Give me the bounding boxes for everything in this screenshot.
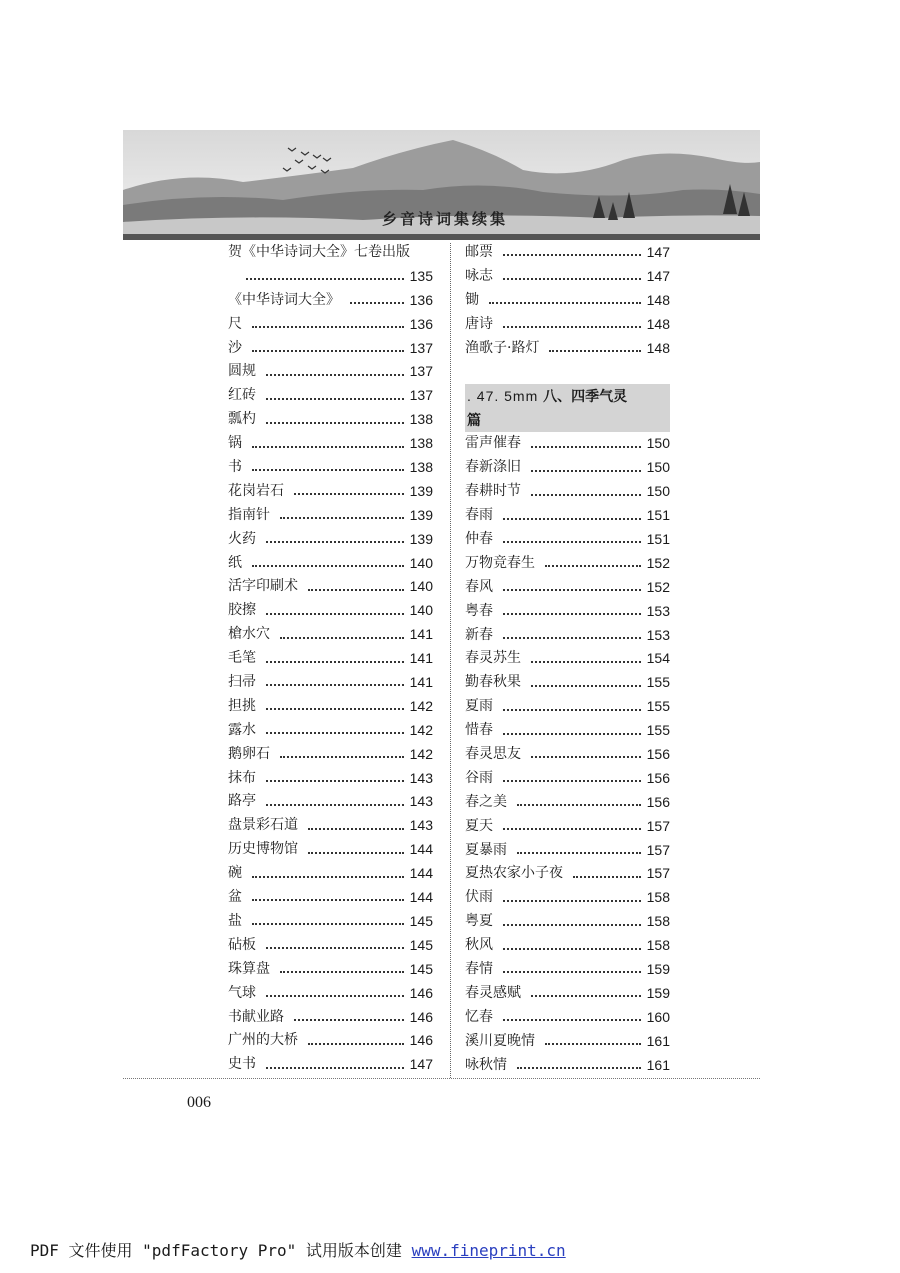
toc-entry-page: 145 [409,936,433,953]
toc-entry-title: 贺《中华诗词大全》七卷出版 [228,244,410,260]
dot-leader [294,492,404,495]
toc-entry [228,289,433,313]
toc-entry [228,313,433,337]
toc-entry [465,528,670,552]
toc-entry [228,767,433,791]
toc-entry-title: 抹布 [228,769,256,786]
toc-entry-title: 谷雨 [465,769,493,786]
toc-entry-page: 144 [409,889,433,906]
toc-entry [228,265,433,289]
dot-leader [503,636,641,639]
dot-leader [531,469,641,472]
toc-entry-page: 152 [646,554,670,571]
toc-entry-title: 担挑 [228,697,256,714]
dot-leader [308,1042,404,1045]
dot-leader [280,636,404,639]
dot-leader [531,684,641,687]
pdf-footer [30,1238,566,1261]
toc-entry [465,265,670,289]
toc-entry-title: 沙 [228,339,242,356]
toc-entry-page: 141 [409,674,433,691]
toc-entry-title: 春耕时节 [465,483,521,500]
toc-entry-title: 粤夏 [465,913,493,930]
toc-entry [228,1029,433,1053]
toc-entry [465,719,670,743]
toc-entry-title: 雷声催春 [465,435,521,452]
toc-entry [228,647,433,671]
dot-leader [489,301,641,304]
toc-entry-title: 夏热农家小子夜 [465,865,563,882]
toc-entry-page: 145 [409,912,433,929]
toc-entry [465,552,670,576]
toc-entry [228,241,433,265]
toc-entry-title: 邮票 [465,244,493,260]
toc-entry-page: 160 [646,1008,670,1025]
toc-entry-title: 仲春 [465,531,493,548]
dot-leader [517,803,641,806]
toc-entry-page: 150 [646,483,670,500]
dot-leader [503,277,641,280]
toc-entry-page: 157 [646,817,670,834]
toc-entry-title: 瓢杓 [228,411,256,428]
toc-entry [465,647,670,671]
dot-leader [266,660,404,663]
toc-entry [465,982,670,1006]
toc-entry [465,815,670,839]
toc-entry-title: 万物竞春生 [465,554,535,571]
dot-leader [531,660,641,663]
toc-entry-page: 137 [409,339,433,356]
toc-entry [465,886,670,910]
toc-entry-page: 148 [646,315,670,332]
toc-entry-title: 扫帚 [228,674,256,691]
toc-entry-title: 春新涤旧 [465,459,521,476]
section-heading [465,384,670,432]
dot-leader [503,779,641,782]
toc-entry [465,432,670,456]
page-number: 006 [187,1094,211,1111]
dot-leader [308,851,404,854]
toc-entry [465,743,670,767]
toc-entry [465,839,670,863]
dot-leader [266,779,404,782]
toc-entry-title: 夏天 [465,817,493,834]
dot-leader [280,516,404,519]
toc-entry-title: 书献业路 [228,1008,284,1025]
toc-entry [228,623,433,647]
dot-leader [280,755,404,758]
toc-entry-page: 152 [646,578,670,595]
toc-entry-title: 盐 [228,912,242,929]
toc-entry-page: 155 [646,722,670,739]
toc-entry [465,480,670,504]
toc-entry-title: 胶擦 [228,602,256,619]
toc-entry-page: 161 [646,1032,670,1049]
toc-entry-title: 粤春 [465,602,493,619]
toc-entry [465,624,670,648]
toc-entry-title: 指南针 [228,506,270,523]
dot-leader [503,517,641,520]
dot-leader [503,708,641,711]
toc-entry [228,790,433,814]
toc-entry-title: 槍水穴 [228,626,270,643]
dot-leader [531,445,641,448]
toc-entry-page: 136 [409,315,433,332]
toc-entry-page: 140 [409,578,433,595]
dot-leader [266,373,404,376]
toc-entry-title: 咏志 [465,267,493,284]
dot-leader [246,277,404,280]
toc-entry-page: 148 [646,339,670,356]
toc-entry-title: 伏雨 [465,889,493,906]
toc-entry [228,528,433,552]
toc-entry [228,814,433,838]
toc-entry-title: 广州的大桥 [228,1032,298,1049]
dot-leader [549,349,640,352]
toc-entry-page: 156 [646,769,670,786]
toc-entry-page: 136 [409,291,433,308]
toc-entry-page: 150 [646,435,670,452]
toc-entry-page: 147 [646,267,670,284]
toc-entry-title: 史书 [228,1056,256,1073]
toc-entry [465,337,670,361]
toc-entry-page: 157 [646,841,670,858]
dot-leader [252,922,404,925]
dot-leader [503,923,641,926]
toc-entry-title: 夏暴雨 [465,841,507,858]
toc-entry-title: 火药 [228,530,256,547]
toc-entry [465,1054,670,1078]
dot-leader [517,851,641,854]
dot-leader [503,827,641,830]
toc-entry [465,289,670,313]
dot-leader [531,994,641,997]
toc-entry [465,767,670,791]
toc-entry [465,862,670,886]
toc-entry-page: 157 [646,865,670,882]
toc-entry-page: 158 [646,937,670,954]
toc-entry-title: 气球 [228,984,256,1001]
dot-leader [545,1042,641,1045]
toc-entry-page: 139 [409,530,433,547]
toc-entry-page: 137 [409,363,433,380]
toc-entry-title: 春风 [465,578,493,595]
toc-entry-page: 153 [646,602,670,619]
toc-entry [465,791,670,815]
toc-entry-title: 《中华诗词大全》 [228,291,340,308]
toc-entry [228,1006,433,1030]
dot-leader [280,970,404,973]
dot-leader [503,899,641,902]
toc-entry-page: 143 [409,793,433,810]
toc-entry [228,934,433,958]
toc-entry [465,910,670,934]
toc-entry [228,958,433,982]
dot-leader [266,946,404,949]
dot-leader [266,707,404,710]
dot-leader [252,325,404,328]
toc-entry-page: 135 [409,267,433,284]
toc-entry-page: 139 [409,482,433,499]
toc-entry-page: 142 [409,745,433,762]
toc-entry-page: 151 [646,507,670,524]
toc-entry [228,384,433,408]
toc-entry-page: 140 [409,554,433,571]
toc-entry-title: 锅 [228,435,242,452]
toc-entry [465,958,670,982]
toc-entry-title: 盘景彩石道 [228,817,298,834]
dot-leader [266,1066,404,1069]
toc-entry-page: 146 [409,984,433,1001]
toc-entry-title: 春灵思友 [465,746,521,763]
toc-entry-title: 红砖 [228,387,256,404]
toc-entry [465,1030,670,1054]
toc-entry-page: 138 [409,435,433,452]
dot-leader [503,540,641,543]
toc-entry [228,552,433,576]
toc-entry-title: 新春 [465,626,493,643]
dot-leader [503,325,641,328]
section-title-line2: 篇 [467,413,481,430]
toc-entry-page: 142 [409,721,433,738]
toc-left-column [228,241,433,1077]
toc-entry [465,600,670,624]
toc-entry-page: 156 [646,746,670,763]
toc-entry-title: 花岗岩石 [228,482,284,499]
toc-entry-page: 158 [646,889,670,906]
toc-right-column [465,241,670,1078]
toc-entry [228,719,433,743]
toc-entry-title: 夏雨 [465,698,493,715]
toc-entry-page: 156 [646,793,670,810]
toc-entry-page: 139 [409,506,433,523]
toc-entry-page: 144 [409,841,433,858]
toc-entry [228,456,433,480]
toc-entry-page: 143 [409,817,433,834]
toc-entry-title: 秋风 [465,937,493,954]
toc-entry-title: 碗 [228,865,242,882]
toc-entry [465,671,670,695]
toc-entry-page: 140 [409,602,433,619]
toc-entry-page: 145 [409,960,433,977]
toc-entry-title: 活字印刷术 [228,578,298,595]
toc-entry-page: 146 [409,1032,433,1049]
toc-entry-page: 141 [409,626,433,643]
dot-leader [266,421,404,424]
toc-entry-title: 珠算盘 [228,960,270,977]
toc-entry-title: 砧板 [228,936,256,953]
toc-entry [228,886,433,910]
dot-leader [308,827,404,830]
toc-entry-page: 159 [646,961,670,978]
toc-entry [465,504,670,528]
dot-leader [517,1066,641,1069]
toc-entry-title: 锄 [465,291,479,308]
toc-entry [465,695,670,719]
toc-entry [228,838,433,862]
dot-leader [503,1018,641,1021]
toc-entry [228,695,433,719]
toc-entry-page: 138 [409,459,433,476]
toc-entry-title: 历史博物馆 [228,841,298,858]
toc-entry [228,504,433,528]
toc-entry-page: 158 [646,913,670,930]
toc-entry-page: 154 [646,650,670,667]
toc-entry-title: 溪川夏晚情 [465,1032,535,1049]
toc-entry-page: 138 [409,411,433,428]
dot-leader [252,898,404,901]
column-divider [450,243,451,1078]
toc-entry [228,862,433,886]
toc-entry-title: 盆 [228,889,242,906]
dot-leader [531,493,641,496]
toc-entry [465,934,670,958]
toc-entry [228,360,433,384]
toc-entry-page: 159 [646,984,670,1001]
toc-entry [228,408,433,432]
toc-entry-title: 春情 [465,961,493,978]
dot-leader [252,349,404,352]
toc-entry-title: 纸 [228,554,242,571]
toc-entry-title: 尺 [228,315,242,332]
toc-entry-title: 春雨 [465,507,493,524]
toc-entry [228,432,433,456]
toc-entry [228,337,433,361]
dot-leader [308,588,404,591]
toc-entry-page: 141 [409,650,433,667]
toc-entry-page: 161 [646,1056,670,1073]
dot-leader [294,1018,404,1021]
dot-leader [252,445,404,448]
toc-entry [465,241,670,265]
dot-leader [350,301,404,304]
toc-entry-title: 春灵感赋 [465,984,521,1001]
dot-leader [266,612,404,615]
dot-leader [503,612,641,615]
toc-entry [465,576,670,600]
toc-entry-page: 137 [409,387,433,404]
toc-entry-title: 露水 [228,721,256,738]
toc-entry-title: 书 [228,459,242,476]
toc-entry-page: 150 [646,459,670,476]
dot-leader [503,253,641,256]
dot-leader [266,397,404,400]
toc-entry [228,671,433,695]
toc-entry-page: 147 [409,1056,433,1073]
bottom-rule [123,1078,760,1079]
toc-entry-title: 惜春 [465,722,493,739]
toc-entry [228,575,433,599]
toc-entry-title: 春之美 [465,793,507,810]
toc-entry [465,456,670,480]
dot-leader [503,970,641,973]
toc-entry-page: 148 [646,291,670,308]
dot-leader [266,683,404,686]
toc-entry-title: 忆春 [465,1008,493,1025]
dot-leader [266,731,404,734]
toc-entry-title: 勤春秋果 [465,674,521,691]
toc-entry-page: 142 [409,697,433,714]
toc-entry-page: 143 [409,769,433,786]
dot-leader [266,540,404,543]
toc-entry [465,1006,670,1030]
dot-leader [503,588,641,591]
toc-entry-title: 圆规 [228,363,256,380]
toc-entry-page: 153 [646,626,670,643]
toc-entry-page: 147 [646,244,670,260]
toc-entry [228,599,433,623]
toc-entry-title: 春灵苏生 [465,650,521,667]
toc-entry-title: 唐诗 [465,315,493,332]
toc-entry-title: 路亭 [228,793,256,810]
dot-leader [252,875,404,878]
dot-leader [266,803,404,806]
dot-leader [503,947,641,950]
toc-entry [228,910,433,934]
toc-entry-title: 渔歌子·路灯 [465,339,540,356]
toc-entry-title: 毛笔 [228,650,256,667]
toc-entry-title: 咏秋情 [465,1056,507,1073]
section-prefix: . 47. 5mm [467,388,539,405]
toc-entry-title: 鹅卵石 [228,745,270,762]
toc-entry [228,982,433,1006]
dot-leader [545,564,641,567]
dot-leader [503,732,641,735]
dot-leader [531,755,641,758]
book-title: 乡音诗词集续集 [382,210,509,228]
toc-entry [465,313,670,337]
toc-entry [228,743,433,767]
toc-entry-page: 155 [646,698,670,715]
section-title-line1: 八、四季气灵 [543,389,628,406]
dot-leader [573,875,641,878]
dot-leader [252,468,404,471]
toc-entry-page: 146 [409,1008,433,1025]
footer-link[interactable]: www.fineprint.cn [411,1241,566,1260]
dot-leader [266,994,404,997]
toc-entry-page: 144 [409,865,433,882]
toc-entry [228,480,433,504]
dot-leader [252,564,404,567]
footer-text: PDF 文件使用 "pdfFactory Pro" 试用版本创建 [30,1241,412,1260]
toc-entry-page: 151 [646,531,670,548]
toc-entry [228,1053,433,1077]
toc-entry-page: 155 [646,674,670,691]
